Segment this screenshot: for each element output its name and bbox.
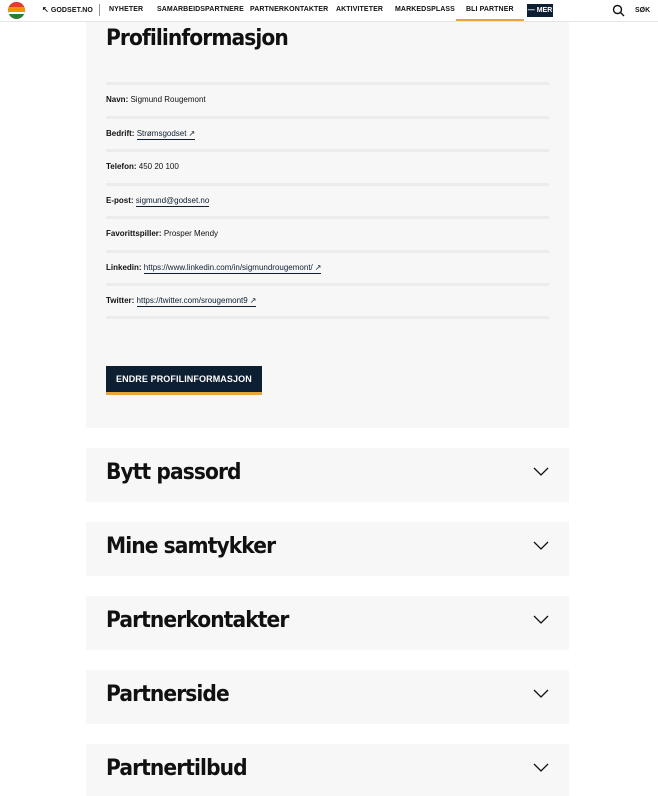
profile-field-company: Bedrift: Strømsgodset ↗ bbox=[106, 129, 196, 138]
section-title: Bytt passord bbox=[106, 460, 241, 485]
chevron-down-icon bbox=[533, 686, 549, 702]
nav-item-samarbeidspartnere[interactable]: SAMARBEIDSPARTNERE bbox=[157, 6, 244, 13]
search-icon[interactable] bbox=[612, 4, 625, 17]
profile-title: Profilinformasjon bbox=[106, 26, 288, 51]
field-value: 450 20 100 bbox=[138, 162, 179, 171]
profile-field-phone: Telefon: 450 20 100 bbox=[106, 162, 179, 171]
twitter-link[interactable]: https://twitter.com/srougemont9 ↗ bbox=[136, 296, 257, 305]
menu-dash-icon: — bbox=[527, 7, 537, 14]
divider bbox=[106, 216, 549, 219]
divider bbox=[106, 149, 549, 152]
profile-field-linkedin: Linkedin: https://www.linkedin.com/in/sigmundrougemont/ ↗ bbox=[106, 263, 322, 272]
more-menu-button[interactable]: — MER bbox=[527, 4, 553, 17]
arrow-up-left-icon: ↖ bbox=[42, 5, 49, 14]
nav-item-nyheter[interactable]: NYHETER bbox=[109, 6, 144, 13]
linkedin-link[interactable]: https://www.linkedin.com/in/sigmundrougemont/ ↗ bbox=[143, 263, 322, 272]
edit-profile-button[interactable]: ENDRE PROFILINFORMASJON bbox=[106, 366, 262, 395]
nav-item-aktiviteter[interactable]: AKTIVITETER bbox=[336, 6, 383, 13]
chevron-down-icon bbox=[533, 760, 549, 776]
top-navigation bbox=[0, 0, 658, 22]
section-title: Partnertilbud bbox=[106, 756, 247, 781]
section-title: Partnerside bbox=[106, 682, 229, 707]
accordion-change-password[interactable] bbox=[86, 448, 569, 502]
nav-divider bbox=[99, 4, 100, 16]
section-title: Partnerkontakter bbox=[106, 608, 289, 633]
profile-field-name: Navn: Sigmund Rougemont bbox=[106, 95, 206, 104]
chevron-down-icon bbox=[533, 612, 549, 628]
field-value: Sigmund Rougemont bbox=[130, 95, 206, 104]
profile-panel bbox=[86, 0, 569, 428]
divider bbox=[106, 283, 549, 286]
external-link-icon: ↗ bbox=[314, 263, 322, 272]
search-label[interactable]: SØK bbox=[635, 7, 651, 14]
profile-field-twitter: Twitter: https://twitter.com/srougemont9 ↗ bbox=[106, 296, 257, 305]
nav-item-partnerkontakter[interactable]: PARTNERKONTAKTER bbox=[250, 6, 329, 13]
divider bbox=[106, 250, 549, 253]
field-value: Prosper Mendy bbox=[163, 229, 219, 238]
divider bbox=[106, 183, 549, 186]
nav-item-bli-partner[interactable]: BLI PARTNER bbox=[456, 0, 524, 21]
club-logo[interactable] bbox=[8, 2, 25, 19]
profile-field-favorite-player: Favorittspiller: Prosper Mendy bbox=[106, 229, 219, 238]
external-link-icon: ↗ bbox=[249, 296, 257, 305]
nav-godset-link[interactable]: ↖ GODSET.NO bbox=[42, 0, 93, 21]
accordion-my-consents[interactable] bbox=[86, 522, 569, 576]
divider bbox=[106, 316, 549, 319]
accordion-partner-contacts[interactable] bbox=[86, 596, 569, 650]
profile-field-email: E-post: sigmund@godset.no bbox=[106, 196, 210, 205]
chevron-down-icon bbox=[533, 464, 549, 480]
external-link-icon: ↗ bbox=[188, 129, 196, 138]
company-link[interactable]: Strømsgodset ↗ bbox=[136, 129, 196, 138]
chevron-down-icon bbox=[533, 538, 549, 554]
accordion-partner-page[interactable] bbox=[86, 670, 569, 724]
accordion-partner-offers[interactable] bbox=[86, 744, 569, 796]
section-title: Mine samtykker bbox=[106, 534, 276, 559]
email-link[interactable]: sigmund@godset.no bbox=[135, 196, 210, 205]
divider bbox=[106, 82, 549, 85]
divider bbox=[106, 116, 549, 119]
nav-item-markedsplass[interactable]: MARKEDSPLASS bbox=[395, 6, 455, 13]
